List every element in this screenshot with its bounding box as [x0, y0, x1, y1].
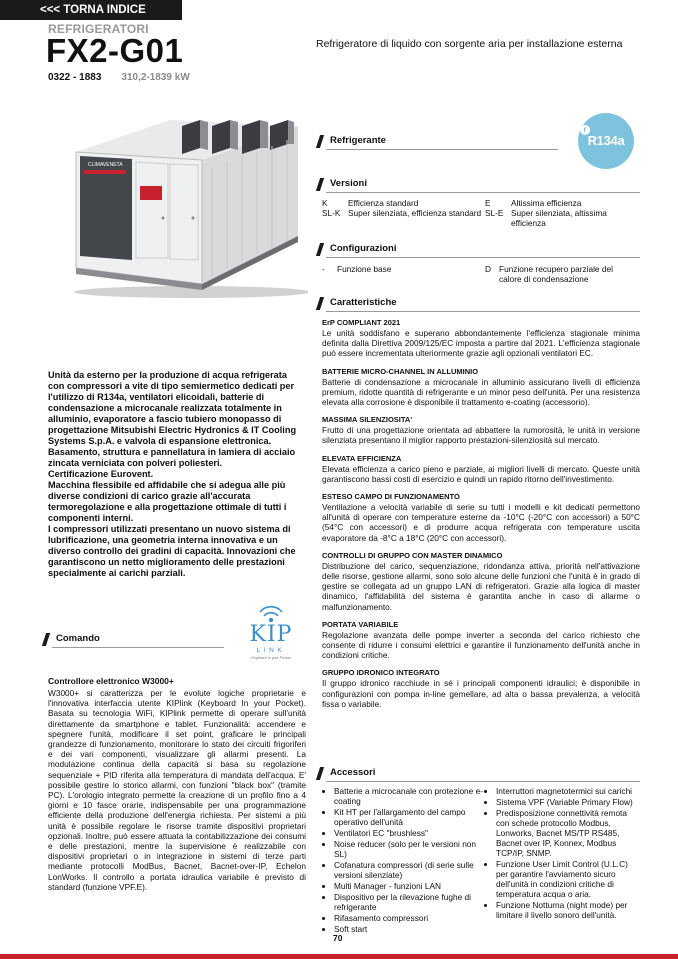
feature-block: [322, 492, 640, 543]
feature-title: MASSIMA SILENZIOSITA': [322, 415, 413, 425]
accessories-right: [484, 786, 640, 921]
accessories-list: [322, 786, 484, 934]
feature-body: Regolazione avanzata delle pompe inverter a seconda del carico richiesto che consente di ridurre i consumi elettrici e garantire il funzionamento dell'unità anche in condizioni critiche.: [322, 629, 640, 661]
control-header: [44, 632, 224, 648]
accessory-item: • Predisposizione connettività remota con schede protocollo Modbus, Lonworks, Bacnet MS/TP RS485, Bacnet over IP, Konnex, Modbus TCP/IP, SNMP.: [496, 808, 640, 858]
feature-body: Batterie di condensazione a microcanale in alluminio assicurano livelli di efficienza premium, ridotte quantità di refrigerante e un minor peso dell'unità. Per una resistenza elevata alla corrosione è disponibile il trattamento e-coating (accessorio).: [322, 376, 640, 408]
refrigerant-badge: [578, 113, 634, 169]
version-code: E: [485, 198, 491, 208]
bottom-accent-bar: [0, 954, 678, 959]
feature-title: PORTATA VARIABILE: [322, 619, 399, 629]
feature-title: CONTROLLI DI GRUPPO CON MASTER DINAMICO: [322, 550, 503, 560]
accessory-item: • Soft start: [334, 924, 484, 934]
back-to-index-link[interactable]: <<< TORNA INDICE: [0, 0, 182, 20]
accessory-item: • Funzione User Limit Control (U.L.C) per garantire l'avviamento sicuro dell'unità in condizioni critiche di temperatura acqua o aria.: [496, 859, 640, 899]
intro-paragraph: Macchina flessibile ed affidabile che si adegua alle più diverse condizioni di carico grazie all'accurata termoregolazione e alla progettazione ottimale di tutti i componenti interni.: [48, 480, 287, 523]
feature-body: Ventilazione a velocità variabile di serie su tutti i modelli e kit dedicati permettono all'unità di operare con temperature esterne da -10°C (-20°C con accessori) a 50°C (54°C con accessori) e di produrre acqua refrigerata con temperature uscita evaporatore da -8°C a 18°C (20°C con accessori).: [322, 502, 640, 543]
feature-title: ErP COMPLIANT 2021: [322, 318, 401, 327]
product-intro: [48, 370, 300, 579]
configuration-desc: Funzione base: [337, 264, 392, 274]
section-marker: [316, 135, 324, 148]
page-number: 70: [333, 933, 343, 943]
accessory-item: • Funzione Notturna (night mode) per limitare il livello sonoro dell'unità.: [496, 900, 640, 920]
feature-body: Elevata efficienza a carico pieno e parziale, ai migliori livelli di mercato. Queste unità garantiscono bassi costi di esercizio e quindi un rapido ritorno dell'investimento.: [322, 463, 640, 484]
intro-paragraph: Certificazione Eurovent.: [48, 469, 154, 479]
feature-block: [322, 551, 640, 612]
section-title: Versioni: [330, 178, 367, 189]
version-desc: Efficienza standard: [348, 198, 419, 208]
accessory-item: • Noise reducer (solo per le versioni non SL): [334, 839, 484, 859]
section-title: Caratteristiche: [330, 297, 397, 308]
product-image: [62, 108, 308, 300]
section-rule: [326, 192, 640, 193]
chiller-unit-illustration: [62, 108, 308, 300]
feature-body: Le unità soddisfano e superano abbondantemente l'efficienza stagionale minima definita dalla Direttiva 2009/125/EC imposta a partire dal 2021. L'efficienza stagionale può essere incrementata ulteriormente grazie agli opzionali ventilatori EC.: [322, 328, 640, 359]
section-title: Refrigerante: [330, 135, 386, 146]
configurations-header: [318, 242, 640, 258]
feature-title: BATTERIE MICRO-CHANNEL IN ALLUMINIO: [322, 366, 479, 376]
accessory-item: • Interruttori magnetotermici sui carichi: [496, 786, 640, 796]
version-code: SL-E: [485, 208, 504, 218]
category-label: REFRIGERATORI: [48, 22, 149, 36]
section-marker: [316, 297, 324, 310]
version-desc: Super silenziata, efficienza standard: [348, 208, 482, 218]
feature-body: Frutto di una progettazione orientata ad abbattere la rumorosità, le unità in versione silenziata presentano il miglior rapporto prestazioni-silenziosità sul mercato.: [322, 425, 640, 446]
accessories-list: [484, 786, 640, 920]
kiplink-tagline: Keyboard In your Pocket: [251, 656, 291, 660]
feature-block: [322, 620, 640, 661]
model-codes: [48, 72, 190, 83]
section-title: Configurazioni: [330, 243, 397, 254]
accessories-header: [318, 766, 640, 782]
section-rule: [326, 781, 640, 782]
features-list: [322, 318, 640, 717]
accessory-item: • Dispositivo per la rilevazione fughe di refrigerante: [334, 892, 484, 912]
refrigerant-header: [318, 134, 558, 150]
configuration-code: D: [485, 264, 491, 274]
power-range: 310,2-1839 kW: [121, 72, 190, 83]
section-rule: [326, 311, 640, 312]
version-desc: Altissima efficienza: [511, 198, 582, 208]
control-title: Controllore elettronico W3000+: [48, 676, 174, 686]
accessories-left: [322, 786, 484, 935]
accessory-item: • Sistema VPF (Variable Primary Flow): [496, 797, 640, 807]
feature-block: [322, 454, 640, 484]
intro-paragraph: Basamento, struttura e pannellatura in lamiera di acciaio zincata verniciata con polveri poliesteri.: [48, 447, 296, 468]
version-code: SL-K: [322, 208, 341, 218]
section-title: Comando: [56, 633, 100, 644]
feature-block: [322, 367, 640, 408]
model-title: FX2-G01: [46, 32, 184, 69]
section-rule: [52, 647, 224, 648]
configuration-code: -: [322, 264, 325, 274]
feature-block: [322, 415, 640, 445]
kiplink-logo-text: KIP: [249, 622, 293, 647]
feature-title: GRUPPO IDRONICO INTEGRATO: [322, 668, 440, 678]
section-rule: [326, 149, 558, 150]
refrigerant-badge-letter: r: [580, 125, 590, 135]
kiplink-logo: [240, 598, 302, 668]
section-marker: [42, 633, 50, 646]
accessory-item: • Rifasamento compressori: [334, 913, 484, 923]
intro-paragraph: I compressori utilizzati presentano un nuovo sistema di lubrificazione, una geometria interna innovativa e un diverso controllo dei gradini di capacità. Innovazioni che garantiscono un netto miglioramento delle prestazioni specialmente ai carichi parziali.: [48, 524, 296, 578]
configuration-desc: Funzione recupero parziale del calore di condensazione: [499, 264, 613, 284]
accessory-item: • Ventilatori EC "brushless": [334, 828, 484, 838]
feature-body: Distribuzione del carico, sequenziazione, ridondanza attiva, priorità nell'attivazione delle risorse, gestione allarmi, sono solo alcune delle funzioni che l'unità è in grado di gestire se collegata ad un gruppo LAN di refrigeratori. Grazie alla logica di master dinamico, l'affidabilità del sistema è garantita anche in caso di allarme o malfunzionamento.: [322, 560, 640, 612]
product-subtitle: Refrigeratore di liquido con sorgente aria per installazione esterna: [316, 38, 623, 50]
section-marker: [316, 178, 324, 191]
section-title: Accessori: [330, 767, 376, 778]
code-range: 0322 - 1883: [48, 72, 102, 83]
version-code: K: [322, 198, 328, 208]
version-desc: Super silenziata, altissima efficienza: [511, 208, 607, 228]
section-marker: [316, 243, 324, 256]
section-marker: [316, 767, 324, 780]
intro-paragraph: Unità da esterno per la produzione di acqua refrigerata con compressori a vite di tipo semiermetico dedicati per l'utilizzo di R134a, ventilatori elicoidali, batterie di condensazione a microcanale realizzata totalmente in alluminio, evaporatore a fascio tubiero monopasso di progettazione Mitsubishi Electric Hydronics & IT Cooling Systems S.p.A. e valvola di espansione elettronica.: [48, 370, 297, 446]
svg-text:CLIMAVENETA: CLIMAVENETA: [88, 162, 123, 168]
feature-title: ELEVATA EFFICIENZA: [322, 453, 402, 463]
accessory-item: • Multi Manager - funzioni LAN: [334, 881, 484, 891]
feature-body: Il gruppo idronico racchiude in sé i principali componenti idraulici; è disponibile in configurazioni con pompa in-line gemellare, ad alta o bassa prevalenza, a velocità fissa o variabile.: [322, 678, 640, 709]
section-rule: [326, 257, 640, 258]
feature-title: ESTESO CAMPO DI FUNZIONAMENTO: [322, 492, 460, 502]
feature-block: [322, 668, 640, 709]
accessory-item: • Batterie a microcanale con protezione e-coating: [334, 786, 484, 806]
feature-block: [322, 318, 640, 359]
refrigerant-badge-text: R134a: [587, 133, 625, 148]
accessory-item: • Kit HT per l'allargamento del campo operativo dell'unità: [334, 807, 484, 827]
accessory-item: • Cofanatura compressori (di serie sulle versioni silenziate): [334, 860, 484, 880]
kiplink-logo-sub: LINK: [256, 647, 286, 654]
control-body: W3000+ si caratterizza per le evolute logiche proprietarie e l'innovativa interfaccia utente KIPlink (Keyboard In your Pocket). Basata su tecnologia WiFi, KIPlink permette di operare sull'unità direttamente da smartphone e tablet. Funzionalità: accendere e spegnere l'unità, modificare il set point, graficare le principali grandezze di funzionamento, monitorare lo stato dei circuiti frigoriferi e dei vari componenti, visualizzare gli allarmi presenti. La modulazione continua della capacità si basa su regolazione sequenziale + PID riferita alla temperatura di mandata dell'acqua. E' possibile gestire lo storico allarmi, con funzioni "black box" (tramite PC). L'orologio integrato permette la creazione di un profilo fino a 4 giorni e 10 fasce orarie, indispensabile per una programmazione efficiente della produzione dell'energia richiesta. Per sistemi a più unità è possibile regolare le risorse tramite dispositivi proprietari opzionali. Inoltre, può essere attuata la contabilizzazione dei consumi e delle prestazioni, mentre la supervisione è realizzabile con dispositivi proprietari o in integrazione in sistemi di terze parti mediante protocolli ModBus, Bacnet, Bacnet-over-IP, Echelon LonWorks. Il controllo a portata idraulica variabile è previsto di standard (funzione VPF.E).: [48, 688, 306, 892]
features-header: [318, 296, 640, 312]
versions-header: [318, 177, 640, 193]
